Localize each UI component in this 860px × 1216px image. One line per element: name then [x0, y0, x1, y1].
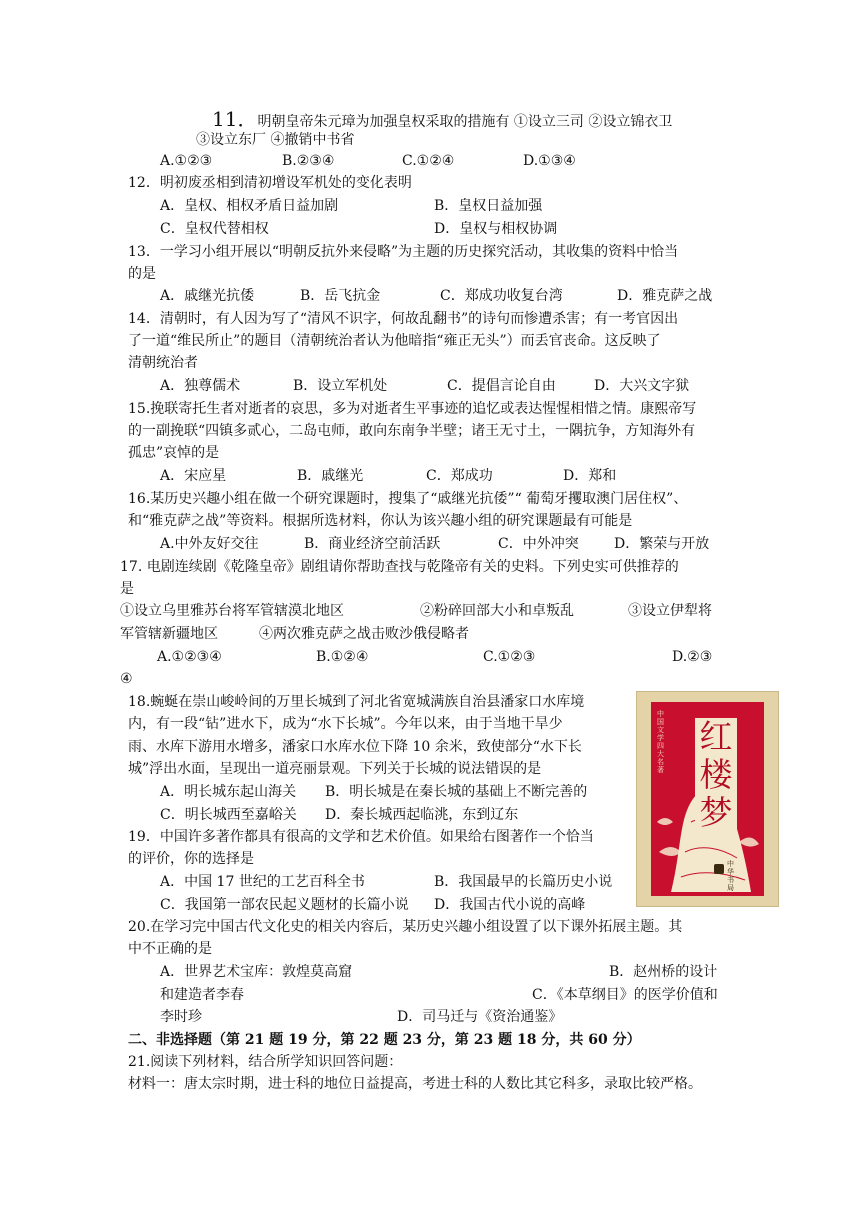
- q17-option-b[interactable]: B.①②④: [316, 649, 369, 665]
- q17-item-4: ④两次雅克萨之战击败沙俄侵略者: [259, 626, 469, 642]
- q20-option-c[interactable]: C．《本草纲目》的医学价值和: [532, 987, 718, 1003]
- q11-stem: 明朝皇帝朱元璋为加强皇权采取的措施有 ①设立三司 ②设立锦衣卫: [257, 114, 673, 130]
- q17-item-1: ①设立乌里雅苏台将军管辖漠北地区: [120, 603, 344, 619]
- q12-option-b[interactable]: B．皇权日益加强: [434, 198, 543, 214]
- q15-option-a[interactable]: A．宋应星: [160, 468, 227, 484]
- q18-option-c[interactable]: C．明长城西至嘉峪关: [160, 807, 297, 823]
- q21-stem: 21.阅读下列材料，结合所学知识回答问题：: [128, 1054, 403, 1070]
- q13-stem: 13．一学习小组开展以“明朝反抗外来侵略”为主题的历史探究活动，其收集的资料中恰当: [128, 244, 679, 260]
- q19-option-b[interactable]: B．我国最早的长篇历史小说: [434, 874, 613, 890]
- q18-option-a[interactable]: A．明长城东起山海关: [160, 784, 297, 800]
- section-2-heading: 二、非选择题（第 21 题 19 分，第 22 题 23 分，第 23 题 18 分，共 60 分）: [128, 1032, 641, 1048]
- q20-option-b[interactable]: B．赵州桥的设计: [609, 964, 718, 980]
- q17-stem-line2: 是: [120, 581, 134, 597]
- q20-option-b-wrap: 和建造者李春: [160, 987, 244, 1003]
- q17-item-3: ③设立伊犁将: [628, 603, 712, 619]
- q13-option-b[interactable]: B．岳飞抗金: [300, 288, 381, 304]
- q16-option-a[interactable]: A.中外友好交往: [160, 536, 259, 552]
- q16-option-b[interactable]: B．商业经济空前活跃: [304, 536, 441, 552]
- q13-stem-line2: 的是: [128, 266, 156, 282]
- q19-stem-line2: 的评价，你的选择是: [128, 851, 254, 867]
- book-title: 红楼梦: [695, 718, 737, 832]
- q20-stem: 20.在学习完中国古代文化史的相关内容后，某历史兴趣小组设置了以下课外拓展主题。其: [128, 919, 683, 935]
- q13-option-d[interactable]: D．雅克萨之战: [617, 288, 713, 304]
- q11-option-a[interactable]: A.①②③: [160, 153, 213, 169]
- q11-number: 11．: [212, 107, 258, 131]
- q11-option-c[interactable]: C.①②④: [402, 153, 455, 169]
- q17-item-3-cont: 军管辖新疆地区: [120, 626, 218, 642]
- q16-stem-line2: 和“雅克萨之战”等资料。根据所选材料，你认为该兴趣小组的研究课题最有可能是: [128, 513, 633, 529]
- q15-option-d[interactable]: D．郑和: [563, 468, 617, 484]
- q12-option-d[interactable]: D．皇权与相权协调: [434, 221, 558, 237]
- book-cover-image: [636, 691, 779, 907]
- q18-option-d[interactable]: D．秦长城西起临洮，东到辽东: [325, 807, 519, 823]
- q14-stem-line2: 了一道“维民所止”的题目（清朝统治者认为他暗指“雍正无头”）而丢官丧命。这反映了: [128, 333, 661, 349]
- q20-option-c-wrap: 李时珍: [160, 1009, 202, 1025]
- q15-option-c[interactable]: C．郑成功: [426, 468, 493, 484]
- q19-option-a[interactable]: A．中国 17 世纪的工艺百科全书: [160, 874, 365, 890]
- q15-stem-line2: 的一副挽联“四镇多贰心，二岛屯师，敢向东南争半壁；诸王无寸土，一隅抗争，方知海外有: [128, 423, 696, 439]
- q16-option-d[interactable]: D．繁荣与开放: [614, 536, 710, 552]
- q18-stem-line3: 雨、水库下游用水增多，潘家口水库水位下降 10 余米，致使部分“水下长: [128, 739, 582, 755]
- q19-stem: 19．中国许多著作都具有很高的文学和艺术价值。如果给右图著作一个恰当: [128, 829, 594, 845]
- q20-option-d[interactable]: D．司马迁与《资治通鉴》: [397, 1009, 563, 1025]
- q17-option-a[interactable]: A.①②③④: [157, 649, 222, 665]
- q17-item-2: ②粉碎回部大小和卓叛乱: [420, 603, 574, 619]
- q12-stem: 12．明初废丞相到清初增设军机处的变化表明: [128, 175, 412, 191]
- q12-option-c[interactable]: C．皇权代替相权: [160, 221, 269, 237]
- q11-stem-line2: ③设立东厂 ④撤销中书省: [196, 132, 355, 148]
- q19-option-c[interactable]: C．我国第一部农民起义题材的长篇小说: [160, 897, 409, 913]
- q20-stem-line2: 中不正确的是: [128, 941, 212, 957]
- q14-stem-line3: 清朝统治者: [128, 355, 198, 371]
- book-series-text: 中国文学四大名著: [657, 710, 664, 774]
- q16-stem: 16.某历史兴趣小组在做一个研究课题时，搜集了“戚继光抗倭”“ 葡萄牙攫取澳门居住权”、: [128, 491, 688, 507]
- q14-stem: 14．清朝时，有人因为写了“清风不识字，何故乱翻书”的诗句而惨遭杀害；有一考官因出: [128, 311, 679, 327]
- q14-option-d[interactable]: D．大兴文字狱: [594, 378, 690, 394]
- q11-option-b[interactable]: B.②③④: [282, 153, 335, 169]
- q14-option-a[interactable]: A．独尊儒术: [160, 378, 241, 394]
- publisher-seal-icon: [714, 864, 724, 874]
- q21-material-1: 材料一：唐太宗时期，进士科的地位日益提高，考进士科的人数比其它科多，录取比较严格。: [128, 1076, 702, 1092]
- q20-option-a[interactable]: A．世界艺术宝库：敦煌莫高窟: [160, 964, 353, 980]
- q18-stem-line2: 内，有一段“钻”进水下，成为“水下长城”。今年以来，由于当地干旱少: [128, 716, 563, 732]
- q15-stem: 15.挽联寄托生者对逝者的哀思，多为对逝者生平事迹的追忆或表达惺惺相惜之情。康熙帝写: [128, 401, 697, 417]
- q18-stem: 18.蜿蜒在崇山峻岭间的万里长城到了河北省宽城满族自治县潘家口水库境: [128, 694, 585, 710]
- q11-line1: [212, 109, 672, 132]
- q17-stem: 17. 电剧连续剧《乾隆皇帝》剧组请你帮助查找与乾隆帝有关的史料。下列史实可供推荐的: [120, 559, 679, 575]
- q18-option-b[interactable]: B．明长城是在秦长城的基础上不断完善的: [325, 784, 588, 800]
- q15-stem-line3: 孤忠”哀悼的是: [128, 445, 220, 461]
- book-publisher: 中华书局: [727, 860, 734, 892]
- q12-option-a[interactable]: A．皇权、相权矛盾日益加剧: [160, 198, 339, 214]
- q14-option-b[interactable]: B．设立军机处: [293, 378, 388, 394]
- q13-option-a[interactable]: A．戚继光抗倭: [160, 288, 255, 304]
- q11-option-d[interactable]: D.①③④: [523, 153, 576, 169]
- q18-stem-line4: 城”浮出水面，呈现出一道亮丽景观。下列关于长城的说法错误的是: [128, 761, 542, 777]
- q13-option-c[interactable]: C．郑成功收复台湾: [440, 288, 563, 304]
- q15-option-b[interactable]: B．戚继光: [297, 468, 364, 484]
- q17-option-d-wrap: ④: [120, 671, 133, 687]
- q19-option-d[interactable]: D．我国古代小说的高峰: [434, 897, 586, 913]
- q14-option-c[interactable]: C．提倡言论自由: [447, 378, 556, 394]
- q17-option-d[interactable]: D.②③: [672, 649, 713, 665]
- q16-option-c[interactable]: C．中外冲突: [498, 536, 579, 552]
- q17-option-c[interactable]: C.①②③: [483, 649, 536, 665]
